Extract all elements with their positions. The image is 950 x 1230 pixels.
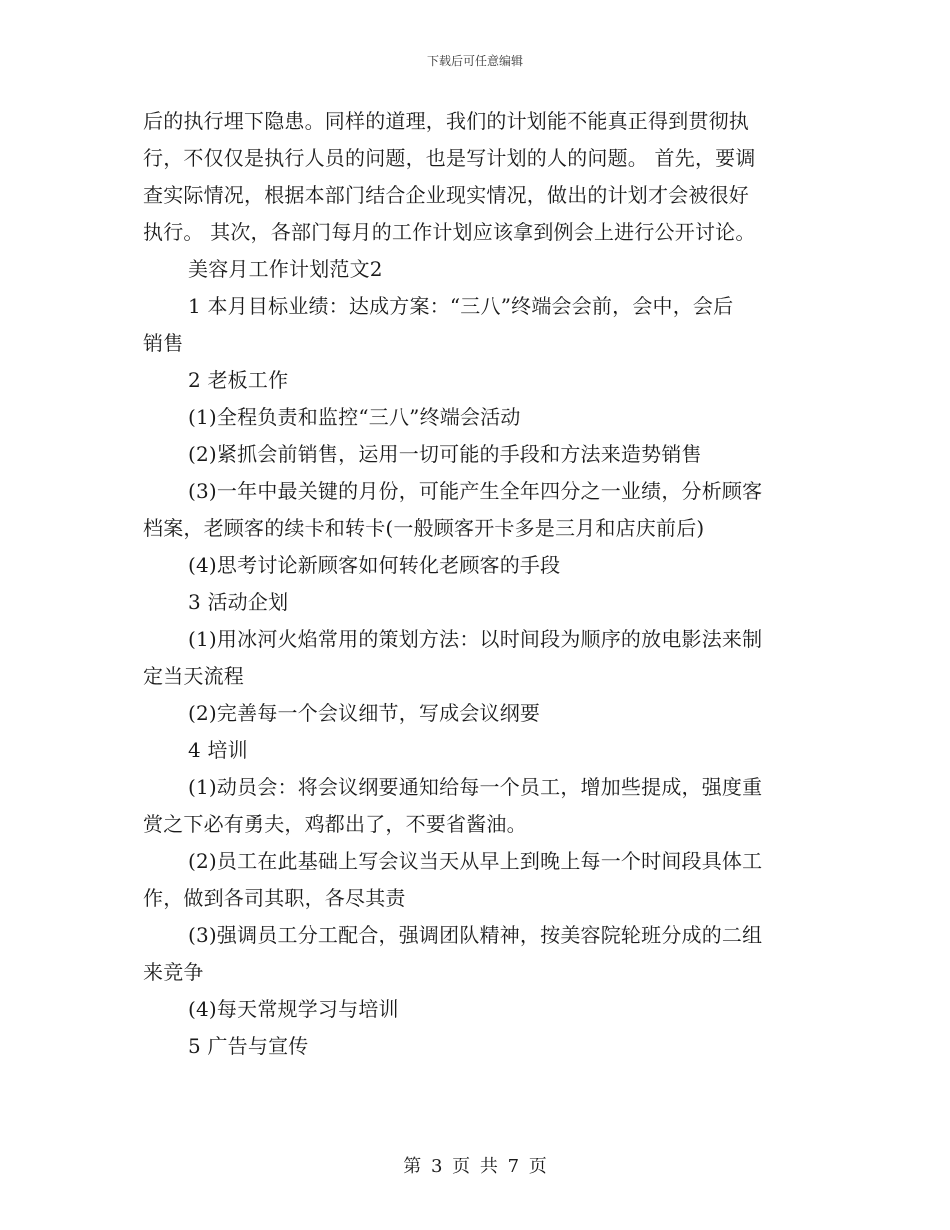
list-item: (2)完善每一个会议细节，写成会议纲要 [188, 701, 541, 725]
body-line: 销售 [143, 331, 184, 355]
section-heading: 4 培训 [188, 738, 248, 762]
section-heading: 3 活动企划 [188, 590, 289, 614]
list-item: (1)全程负责和监控“三八”终端会活动 [188, 405, 521, 429]
document-body [143, 103, 810, 1065]
body-line: 作，做到各司其职，各尽其责 [143, 886, 406, 910]
section-heading: 5 广告与宣传 [188, 1034, 309, 1058]
page-header: 下载后可任意编辑 [426, 54, 523, 68]
body-line: 后的执行埋下隐患。同样的道理，我们的计划能不能真正得到贯彻执 [143, 109, 749, 133]
list-item: (1)用冰河火焰常用的策划方法：以时间段为顺序的放电影法来制 [188, 627, 763, 651]
body-line: 赏之下必有勇夫，鸡都出了，不要省酱油。 [143, 812, 527, 836]
body-line: 来竞争 [143, 960, 204, 984]
body-line: 执行。 其次，各部门每月的工作计划应该拿到例会上进行公开讨论。 [143, 220, 756, 244]
section-heading: 2 老板工作 [188, 368, 289, 392]
list-item: (2)员工在此基础上写会议当天从早上到晚上每一个时间段具体工 [188, 849, 763, 873]
list-item: (3)一年中最关键的月份，可能产生全年四分之一业绩，分析顾客 [188, 479, 763, 503]
body-line: 1 本月目标业绩：达成方案：“三八”终端会会前，会中，会后 [188, 294, 734, 318]
page-number: 第 3 页 共 7 页 [403, 1156, 547, 1177]
list-item: (4)思考讨论新顾客如何转化老顾客的手段 [188, 553, 561, 577]
list-item: (2)紧抓会前销售，运用一切可能的手段和方法来造势销售 [188, 442, 702, 466]
list-item: (1)动员会：将会议纲要通知给每一个员工，增加些提成，强度重 [188, 775, 763, 799]
list-item: (3)强调员工分工配合，强调团队精神，按美容院轮班分成的二组 [188, 923, 763, 947]
body-line: 查实际情况，根据本部门结合企业现实情况，做出的计划才会被很好 [143, 183, 749, 207]
list-item: (4)每天常规学习与培训 [188, 997, 399, 1021]
body-line: 定当天流程 [143, 664, 244, 688]
body-line: 行，不仅仅是执行人员的问题，也是写计划的人的问题。 首先，要调 [143, 146, 756, 170]
section-heading: 美容月工作计划范文2 [188, 257, 383, 281]
body-line: 档案，老顾客的续卡和转卡(一般顾客开卡多是三月和店庆前后) [143, 516, 705, 540]
